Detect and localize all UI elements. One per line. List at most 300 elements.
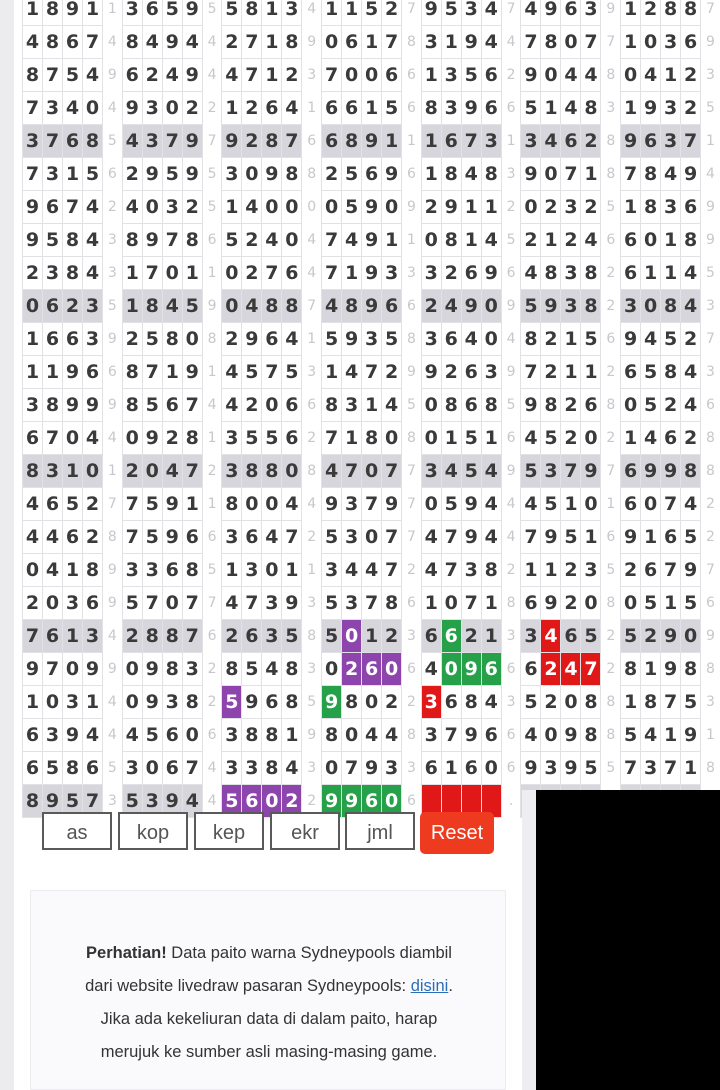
- digit-cell: 8: [262, 125, 282, 158]
- digit-cell: 1: [222, 191, 242, 224]
- digit-cell: 5: [561, 521, 581, 554]
- digit-cell: 2: [23, 587, 43, 620]
- digit-cell: 2: [242, 257, 262, 290]
- digit-cell: 6: [242, 620, 262, 653]
- separator-digit: 4: [501, 521, 521, 554]
- digit-cell: 8: [23, 455, 43, 488]
- separator-digit: 6: [601, 224, 621, 257]
- digit-cell: 6: [162, 554, 182, 587]
- digit-cell: 5: [641, 389, 661, 422]
- notice-line-4: merujuk ke sumber asli masing-masing game.: [100, 1043, 438, 1061]
- separator-digit: 7: [103, 488, 123, 521]
- digit-cell: 6: [122, 59, 142, 92]
- digit-cell: 5: [581, 620, 601, 653]
- digit-cell: 2: [242, 224, 262, 257]
- digit-cell: 6: [621, 224, 641, 257]
- digit-cell: 0: [142, 752, 162, 785]
- notice-box: [30, 890, 506, 1090]
- digit-cell: 1: [282, 554, 302, 587]
- separator-digit: 4: [501, 323, 521, 356]
- digit-cell: 1: [63, 554, 83, 587]
- digit-cell: 2: [83, 488, 103, 521]
- separator-digit: 8: [103, 521, 123, 554]
- digit-cell: 2: [541, 323, 561, 356]
- digit-cell: 0: [322, 26, 342, 59]
- digit-cell: 0: [362, 521, 382, 554]
- digit-cell: 9: [541, 0, 561, 26]
- digit-cell: 4: [481, 455, 501, 488]
- digit-cell: 0: [621, 59, 641, 92]
- digit-cell: 3: [421, 323, 441, 356]
- digit-cell: 7: [661, 752, 681, 785]
- digit-cell: 7: [83, 785, 103, 818]
- separator-digit: 1: [402, 224, 422, 257]
- digit-cell: 6: [661, 521, 681, 554]
- digit-cell: 2: [122, 323, 142, 356]
- digit-cell: 9: [561, 719, 581, 752]
- digit-cell: 9: [282, 587, 302, 620]
- digit-cell: 9: [182, 356, 202, 389]
- digit-cell: 4: [441, 290, 461, 323]
- digit-cell: 6: [621, 356, 641, 389]
- separator-digit: .: [501, 785, 521, 818]
- digit-cell: 1: [581, 521, 601, 554]
- digit-cell: 7: [521, 356, 541, 389]
- digit-cell: 9: [142, 158, 162, 191]
- digit-cell: 7: [382, 455, 402, 488]
- digit-cell: 7: [521, 26, 541, 59]
- digit-cell: 0: [641, 488, 661, 521]
- digit-cell: 4: [83, 422, 103, 455]
- digit-cell: 2: [561, 587, 581, 620]
- digit-cell: 5: [322, 620, 342, 653]
- digit-cell: 7: [43, 422, 63, 455]
- digit-cell: 3: [83, 323, 103, 356]
- digit-cell: 4: [481, 26, 501, 59]
- separator-digit: 6: [103, 356, 123, 389]
- digit-cell: 4: [222, 356, 242, 389]
- digit-cell: 3: [43, 455, 63, 488]
- digit-cell: 8: [262, 752, 282, 785]
- separator-digit: 5: [103, 752, 123, 785]
- digit-cell: 9: [621, 125, 641, 158]
- digit-cell: 5: [382, 92, 402, 125]
- digit-cell: 5: [282, 356, 302, 389]
- notice-heading: Perhatian!: [86, 944, 167, 962]
- digit-cell: 6: [621, 488, 641, 521]
- digit-cell: 2: [441, 257, 461, 290]
- digit-cell: 0: [282, 224, 302, 257]
- digit-cell: 4: [521, 719, 541, 752]
- separator-digit: 4: [103, 686, 123, 719]
- digit-cell: 5: [461, 422, 481, 455]
- digit-cell: 9: [23, 653, 43, 686]
- separator-digit: 9: [103, 59, 123, 92]
- digit-cell: 8: [142, 290, 162, 323]
- digit-cell: 1: [441, 422, 461, 455]
- digit-cell: 7: [581, 26, 601, 59]
- digit-cell: 7: [262, 356, 282, 389]
- separator-digit: 4: [302, 257, 322, 290]
- digit-cell: 4: [122, 191, 142, 224]
- digit-cell: 4: [641, 422, 661, 455]
- digit-cell: 3: [421, 686, 441, 719]
- digit-cell: 4: [83, 59, 103, 92]
- digit-cell: 0: [561, 26, 581, 59]
- separator-digit: 3: [601, 92, 621, 125]
- digit-cell: 9: [242, 323, 262, 356]
- separator-digit: 1: [103, 455, 123, 488]
- digit-cell: 5: [521, 290, 541, 323]
- separator-digit: 1: [402, 125, 422, 158]
- digit-cell: 0: [162, 257, 182, 290]
- digit-cell: 5: [342, 158, 362, 191]
- digit-cell: 2: [122, 158, 142, 191]
- digit-cell: 1: [481, 620, 501, 653]
- digit-cell: 8: [43, 389, 63, 422]
- digit-cell: 6: [43, 290, 63, 323]
- digit-cell: 5: [142, 389, 162, 422]
- digit-cell: 8: [262, 290, 282, 323]
- digit-cell: 0: [83, 455, 103, 488]
- digit-cell: 4: [382, 389, 402, 422]
- digit-cell: 3: [581, 0, 601, 26]
- digit-cell: 6: [481, 653, 501, 686]
- separator-digit: 7: [402, 455, 422, 488]
- separator-digit: 7: [501, 0, 521, 26]
- digit-cell: 8: [581, 719, 601, 752]
- digit-cell: 5: [222, 686, 242, 719]
- digit-cell: 8: [342, 686, 362, 719]
- digit-cell: 3: [561, 191, 581, 224]
- separator-digit: 8: [701, 653, 720, 686]
- digit-cell: 3: [222, 752, 242, 785]
- digit-cell: 8: [43, 0, 63, 26]
- digit-cell: 9: [382, 488, 402, 521]
- grid-row: [23, 521, 720, 554]
- digit-cell: 0: [43, 587, 63, 620]
- digit-cell: 3: [441, 59, 461, 92]
- digit-cell: 0: [481, 752, 501, 785]
- digit-cell: 4: [481, 488, 501, 521]
- digit-cell: 1: [83, 686, 103, 719]
- separator-digit: 8: [302, 158, 322, 191]
- digit-cell: 7: [23, 158, 43, 191]
- separator-digit: 6: [202, 620, 222, 653]
- separator-digit: 5: [103, 290, 123, 323]
- digit-cell: 8: [182, 422, 202, 455]
- input-jml[interactable]: jml: [345, 812, 415, 850]
- digit-cell: 6: [83, 752, 103, 785]
- digit-cell: 5: [162, 158, 182, 191]
- digit-cell: 3: [421, 719, 441, 752]
- digit-cell: 5: [322, 587, 342, 620]
- separator-digit: 2: [501, 554, 521, 587]
- digit-cell: 8: [63, 224, 83, 257]
- digit-cell: 0: [621, 389, 641, 422]
- digit-cell: 6: [441, 125, 461, 158]
- separator-digit: 6: [402, 587, 422, 620]
- digit-cell: 9: [541, 587, 561, 620]
- digit-cell: 1: [641, 521, 661, 554]
- digit-cell: 5: [222, 224, 242, 257]
- digit-cell: 3: [83, 290, 103, 323]
- digit-cell: 1: [621, 92, 641, 125]
- digit-cell: 6: [262, 92, 282, 125]
- digit-cell: 3: [242, 554, 262, 587]
- digit-cell: 2: [242, 125, 262, 158]
- digit-cell: 8: [421, 92, 441, 125]
- digit-cell: 9: [262, 158, 282, 191]
- digit-cell: 2: [382, 620, 402, 653]
- digit-cell: 1: [621, 422, 641, 455]
- digit-cell: 7: [322, 422, 342, 455]
- separator-digit: 1: [202, 422, 222, 455]
- digit-cell: 9: [83, 653, 103, 686]
- separator-digit: 9: [103, 587, 123, 620]
- digit-cell: 2: [282, 785, 302, 818]
- digit-cell: 4: [23, 26, 43, 59]
- digit-cell: 1: [461, 191, 481, 224]
- separator-digit: 8: [402, 26, 422, 59]
- digit-cell: 8: [222, 653, 242, 686]
- digit-cell: 0: [322, 191, 342, 224]
- grid-row: [23, 719, 720, 752]
- source-link[interactable]: disini: [410, 977, 449, 995]
- digit-cell: 8: [661, 356, 681, 389]
- separator-digit: 8: [202, 323, 222, 356]
- digit-cell: 0: [441, 653, 461, 686]
- digit-cell: 1: [122, 290, 142, 323]
- digit-cell: 1: [342, 422, 362, 455]
- separator-digit: 2: [302, 422, 322, 455]
- separator-digit: 7: [302, 290, 322, 323]
- digit-cell: 9: [162, 488, 182, 521]
- separator-digit: 1: [701, 125, 720, 158]
- digit-cell: 4: [63, 92, 83, 125]
- digit-cell: 4: [362, 554, 382, 587]
- separator-digit: 1: [202, 257, 222, 290]
- separator-digit: 5: [501, 224, 521, 257]
- digit-cell: 5: [83, 158, 103, 191]
- separator-digit: 4: [501, 26, 521, 59]
- separator-digit: 2: [701, 521, 720, 554]
- digit-cell: 7: [382, 554, 402, 587]
- digit-cell: 5: [441, 0, 461, 26]
- digit-cell: 6: [521, 653, 541, 686]
- digit-cell: 4: [83, 224, 103, 257]
- digit-cell: 8: [282, 26, 302, 59]
- digit-cell: 0: [182, 719, 202, 752]
- digit-cell: 4: [23, 488, 43, 521]
- digit-cell: 1: [481, 422, 501, 455]
- digit-cell: 8: [282, 158, 302, 191]
- digit-cell: 0: [641, 224, 661, 257]
- separator-digit: 8: [601, 719, 621, 752]
- separator-digit: 4: [103, 92, 123, 125]
- digit-cell: 0: [641, 26, 661, 59]
- digit-cell: 9: [362, 290, 382, 323]
- separator-digit: 6: [601, 323, 621, 356]
- grid-row: [23, 686, 720, 719]
- separator-digit: 3: [302, 587, 322, 620]
- digit-cell: 4: [23, 521, 43, 554]
- digit-cell: 7: [83, 26, 103, 59]
- digit-cell: 2: [641, 620, 661, 653]
- separator-digit: 8: [601, 158, 621, 191]
- digit-cell: 4: [222, 59, 242, 92]
- digit-cell: 3: [342, 488, 362, 521]
- digit-cell: 5: [242, 356, 262, 389]
- separator-digit: 6: [501, 752, 521, 785]
- digit-cell: 6: [83, 587, 103, 620]
- digit-cell: 7: [461, 587, 481, 620]
- digit-cell: 1: [421, 125, 441, 158]
- separator-digit: 8: [402, 719, 422, 752]
- digit-cell: 6: [461, 752, 481, 785]
- separator-digit: 4: [701, 158, 720, 191]
- digit-cell: 8: [342, 290, 362, 323]
- right-panel: [522, 790, 536, 1090]
- digit-cell: 6: [441, 323, 461, 356]
- separator-digit: 5: [202, 191, 222, 224]
- input-ekr[interactable]: ekr: [270, 812, 340, 850]
- separator-digit: 6: [402, 785, 422, 818]
- separator-digit: 6: [402, 92, 422, 125]
- digit-cell: 8: [441, 158, 461, 191]
- digit-cell: 7: [441, 554, 461, 587]
- digit-cell: 7: [242, 26, 262, 59]
- digit-cell: 0: [162, 92, 182, 125]
- digit-cell: 4: [461, 323, 481, 356]
- digit-cell: 2: [561, 224, 581, 257]
- digit-cell: 1: [581, 158, 601, 191]
- digit-cell: 3: [461, 554, 481, 587]
- separator-digit: 6: [701, 389, 720, 422]
- grid-row: [23, 356, 720, 389]
- input-as[interactable]: as: [42, 812, 112, 850]
- separator-digit: 4: [202, 26, 222, 59]
- digit-cell: 0: [242, 488, 262, 521]
- separator-digit: 5: [701, 92, 720, 125]
- digit-cell: 1: [23, 686, 43, 719]
- digit-cell: 1: [661, 719, 681, 752]
- separator-digit: 2: [402, 686, 422, 719]
- digit-cell: 2: [581, 191, 601, 224]
- digit-cell: 7: [621, 752, 641, 785]
- digit-cell: 7: [142, 257, 162, 290]
- grid-row: [23, 26, 720, 59]
- digit-cell: 2: [421, 290, 441, 323]
- digit-cell: 3: [521, 620, 541, 653]
- separator-digit: 3: [103, 257, 123, 290]
- digit-cell: 8: [382, 587, 402, 620]
- digit-cell: 5: [521, 686, 541, 719]
- paito-grid: [22, 0, 720, 818]
- digit-cell: 6: [661, 422, 681, 455]
- separator-digit: 3: [701, 356, 720, 389]
- digit-cell: 5: [621, 719, 641, 752]
- digit-cell: 4: [641, 719, 661, 752]
- separator-digit: 6: [202, 224, 222, 257]
- digit-cell: 3: [142, 785, 162, 818]
- digit-cell: 9: [342, 785, 362, 818]
- digit-cell: 6: [441, 686, 461, 719]
- digit-cell: 5: [621, 620, 641, 653]
- digit-cell: 4: [83, 191, 103, 224]
- separator-digit: 2: [501, 59, 521, 92]
- digit-cell: 1: [162, 356, 182, 389]
- digit-cell: 9: [142, 224, 162, 257]
- digit-cell: 3: [122, 752, 142, 785]
- digit-cell: 6: [521, 587, 541, 620]
- separator-digit: 4: [202, 752, 222, 785]
- digit-cell: 3: [641, 752, 661, 785]
- input-kep[interactable]: kep: [194, 812, 264, 850]
- digit-cell: 4: [641, 323, 661, 356]
- digit-cell: 1: [441, 26, 461, 59]
- digit-cell: 9: [641, 92, 661, 125]
- reset-button[interactable]: Reset: [420, 812, 494, 854]
- separator-digit: 8: [302, 455, 322, 488]
- digit-cell: 4: [421, 521, 441, 554]
- separator-digit: 1: [202, 356, 222, 389]
- digit-cell: 2: [122, 620, 142, 653]
- digit-cell: 5: [681, 587, 701, 620]
- digit-cell: 9: [43, 785, 63, 818]
- digit-cell: 5: [681, 521, 701, 554]
- digit-cell: 7: [43, 125, 63, 158]
- digit-cell: 8: [162, 323, 182, 356]
- digit-cell: 8: [641, 158, 661, 191]
- digit-cell: 4: [661, 158, 681, 191]
- digit-cell: 3: [142, 125, 162, 158]
- input-kop[interactable]: kop: [118, 812, 188, 850]
- digit-cell: 2: [23, 257, 43, 290]
- separator-digit: 2: [402, 554, 422, 587]
- digit-cell: 9: [23, 191, 43, 224]
- digit-cell: 7: [122, 521, 142, 554]
- digit-cell: 7: [242, 587, 262, 620]
- digit-cell: 7: [561, 455, 581, 488]
- digit-cell: 3: [222, 455, 242, 488]
- digit-cell: 0: [322, 752, 342, 785]
- digit-cell: 7: [362, 356, 382, 389]
- digit-cell: 1: [661, 224, 681, 257]
- separator-digit: 8: [501, 587, 521, 620]
- digit-cell: 0: [262, 389, 282, 422]
- digit-cell: 5: [521, 455, 541, 488]
- digit-cell: 0: [541, 59, 561, 92]
- digit-cell: 2: [541, 356, 561, 389]
- separator-digit: 3: [302, 653, 322, 686]
- digit-cell: 3: [142, 92, 162, 125]
- digit-cell: 0: [162, 587, 182, 620]
- digit-cell: 0: [342, 620, 362, 653]
- digit-cell: 1: [421, 59, 441, 92]
- digit-cell: 6: [461, 356, 481, 389]
- digit-cell: 8: [322, 389, 342, 422]
- digit-cell: 1: [621, 191, 641, 224]
- digit-cell: 8: [481, 158, 501, 191]
- digit-cell: 9: [63, 719, 83, 752]
- digit-cell: 3: [282, 0, 302, 26]
- digit-cell: 6: [142, 0, 162, 26]
- digit-cell: 9: [63, 0, 83, 26]
- digit-cell: 0: [621, 587, 641, 620]
- digit-cell: 2: [322, 158, 342, 191]
- digit-cell: 3: [322, 554, 342, 587]
